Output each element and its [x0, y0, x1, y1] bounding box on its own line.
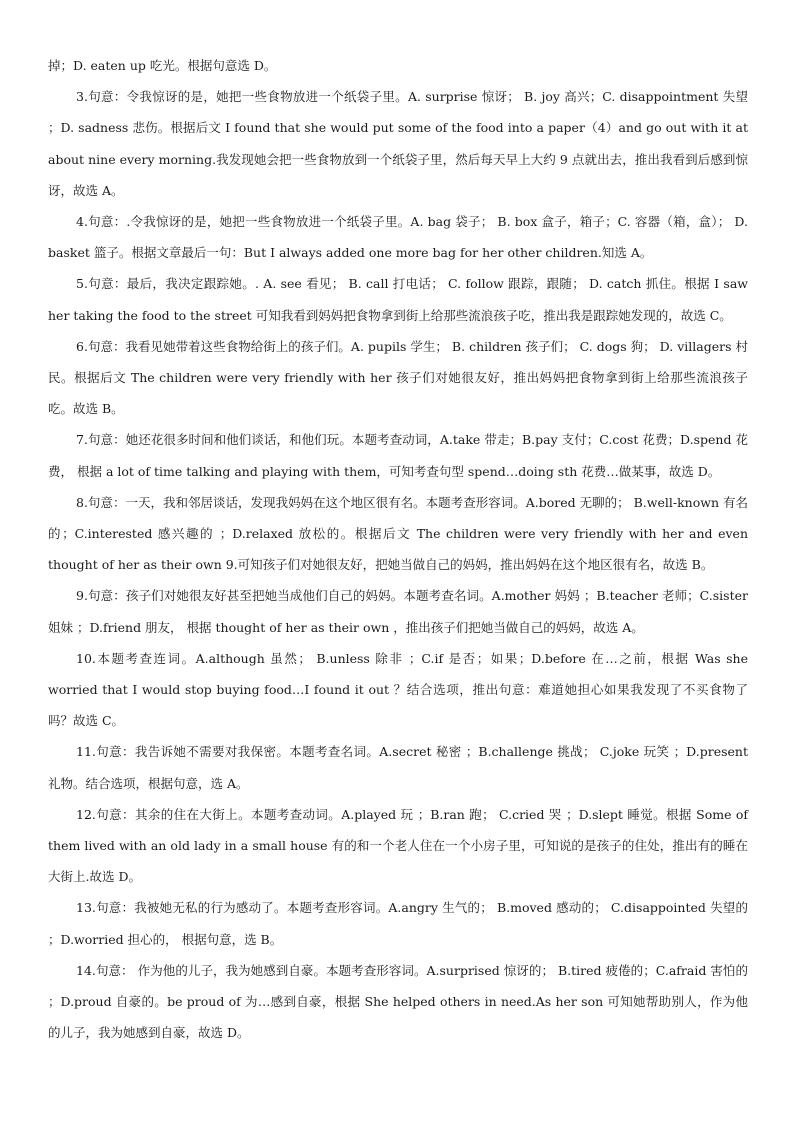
paragraph-item-11: 11.句意：我告诉她不需要对我保密。本题考查名词。A.secret 秘密 ；B.challenge 挑战； C.joke 玩笑 ；D.present 礼物。结合选项，根据句意，选 A。 — [48, 744, 748, 791]
paragraph-item-7: 7.句意：她还花很多时间和他们谈话，和他们玩。本题考查动词，A.take 带走；B.pay 支付；C.cost 花费；D.spend 花费， 根据 a lot of time talking and playing with them，可知考查句型 spend…doing sth 花费…做某事，故选 D。 — [48, 432, 748, 479]
paragraph-item-14: 14.句意： 作为他的儿子，我为她感到自豪。本题考查形容词。A.surprised 惊讶的； B.tired 疲倦的；C.afraid 害怕的 ；D.proud 自豪的。be proud of 为…感到自豪，根据 She helped others in need.As her son 可知她帮助别人，作为他的儿子，我为她感到自豪，故选 D。 — [48, 962, 748, 1041]
paragraph-item-12: 12.句意：其余的住在大街上。本题考查动词。A.played 玩 ；B.ran 跑； C.cried 哭 ；D.slept 睡觉。根据 Some of them lived with an old lady in a small house 有的和一个老人住在一个小房子里，可知说的是孩子的住处，推出有的睡在大街上.故选 D。 — [48, 806, 748, 885]
paragraph-continuation: 掉；D. eaten up 吃光。根据句意选 D。 — [48, 58, 277, 73]
paragraph-item-5: 5.句意：最后，我决定跟踪她。. A. see 看见； B. call 打电话； C. follow 跟踪，跟随； D. catch 抓住。根据 I saw her taking the food to the street 可知我看到妈妈把食物拿到街上给那些流浪孩子吃，推出我是跟踪她发现的，故选 C。 — [48, 276, 748, 323]
paragraph-item-10: 10.本题考查连词。A.although 虽然； B.unless 除非 ；C.if 是否；如果；D.before 在…之前，根据 Was she worried that I would stop buying food…I found it out ？结合选项，推出句意：难道她担心如果我发现了不买食物了吗？故选 C。 — [48, 650, 748, 729]
paragraph-item-8: 8.句意：一天，我和邻居谈话，发现我妈妈在这个地区很有名。本题考查形容词。A.bored 无聊的； B.well-known 有名的；C.interested 感兴趣的 ；D.relaxed 放松的。根据后文 The children were very friendly with her and even thought of her as their own 9.可知孩子们对她很友好，把她当做自己的妈妈，推出妈妈在这个地区很有名，故选 B。 — [48, 494, 748, 573]
paragraph-item-9: 9.句意：孩子们对她很友好甚至把她当成他们自己的妈妈。本题考查名词。A.mother 妈妈 ；B.teacher 老师；C.sister 姐妹 ；D.friend 朋友， 根据 thought of her as their own ，推出孩子们把她当做自己的妈妈，故选 A。 — [48, 588, 748, 635]
paragraph-item-4: 4.句意：.令我惊讶的是，她把一些食物放进一个纸袋子里。A. bag 袋子； B. box 盒子，箱子；C. 容器（箱，盒）； D. basket 篮子。根据文章最后一句：But I always added one more bag for her other children.知选 A。 — [48, 214, 748, 261]
paragraph-item-3: 3.句意：令我惊讶的是，她把一些食物放进一个纸袋子里。A. surprise 惊讶； B. joy 高兴；C. disappointment 失望 ；D. sadness 悲伤。根据后文 I found that she would put some of the food into a paper（4）and go out with it at about nine every morning.我发现她会把一些食物放到一个纸袋子里，然后每天早上大约 9 点就出去，推出我看到后感到惊讶，故选 A。 — [48, 89, 748, 198]
paragraph-item-13: 13.句意：我被她无私的行为感动了。本题考查形容词。A.angry 生气的； B.moved 感动的； C.disappointed 失望的 ；D.worried 担心的， 根据句意，选 B。 — [48, 900, 748, 947]
answer-explanations — [48, 50, 748, 1049]
paragraph-item-6: 6.句意：我看见她带着这些食物给街上的孩子们。A. pupils 学生； B. children 孩子们； C. dogs 狗； D. villagers 村民。根据后文 The children were very friendly with her 孩子们对她很友好，推出妈妈把食物拿到街上给那些流浪孩子吃。故选 B。 — [48, 338, 748, 417]
